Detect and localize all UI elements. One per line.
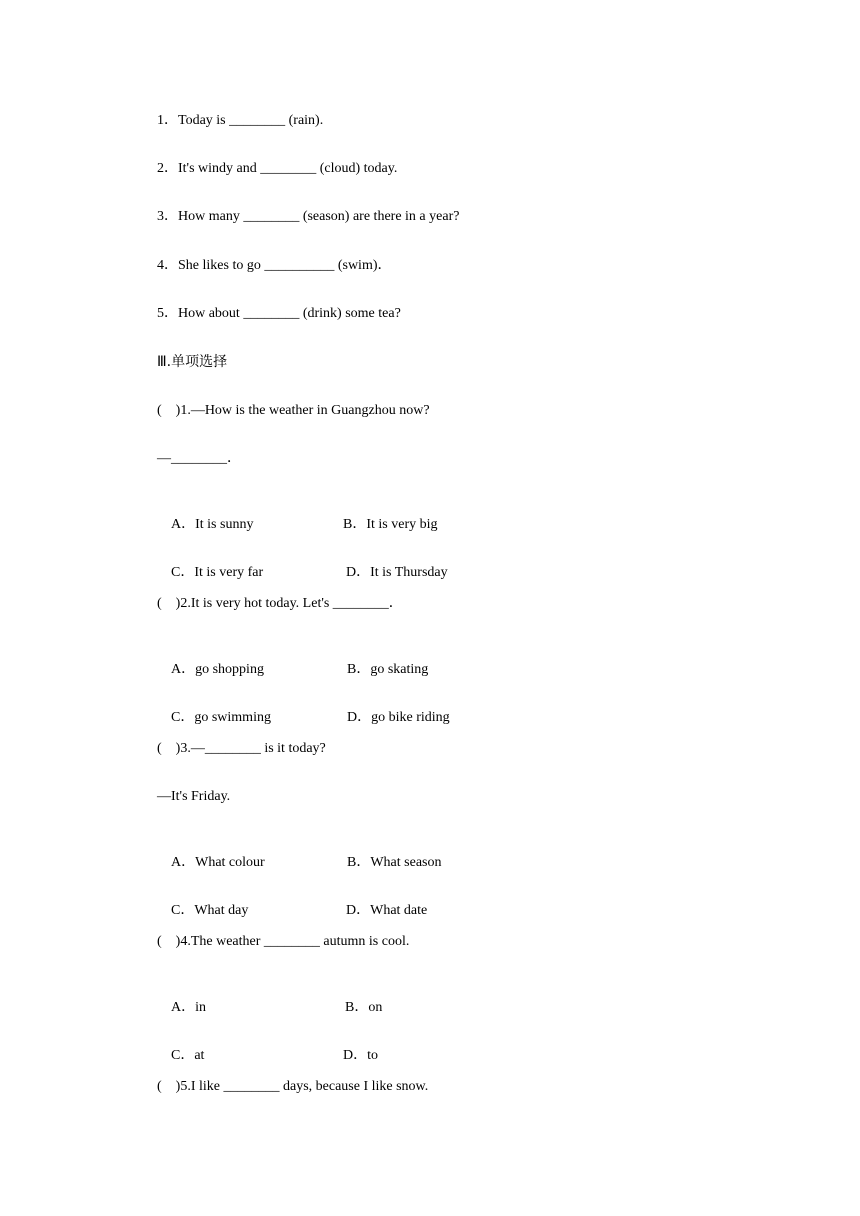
question-3-option-d: D．What date bbox=[346, 903, 428, 918]
question-4-option-c: C．at bbox=[171, 1048, 205, 1063]
question-3-option-a: A．What colour bbox=[171, 855, 265, 870]
question-4-option-b: B．on bbox=[345, 1000, 383, 1015]
question-5-stem: ( )5.I like ________ days, because I like snow. bbox=[157, 1079, 429, 1094]
question-3-options-row-1 bbox=[157, 836, 441, 890]
question-4-option-a: A．in bbox=[171, 1000, 206, 1015]
question-4-option-d: D．to bbox=[343, 1048, 378, 1063]
question-2-option-d: D．go bike riding bbox=[347, 710, 450, 725]
question-1-option-b: B．It is very big bbox=[343, 517, 438, 532]
question-1-answer-blank: —________． bbox=[157, 451, 241, 466]
question-2-stem: ( )2.It is very hot today. Let's ________． bbox=[157, 596, 403, 611]
question-3-options-row-2 bbox=[157, 884, 427, 938]
fill-in-item-3: 3．How many ________ (season) are there in a year? bbox=[157, 209, 460, 224]
question-2-option-b: B．go skating bbox=[347, 662, 429, 677]
question-4-options-row-1 bbox=[157, 981, 382, 1035]
fill-in-item-2: 2．It's windy and ________ (cloud) today. bbox=[157, 161, 398, 176]
question-1-option-a: A．It is sunny bbox=[171, 517, 254, 532]
question-2-options-row-1 bbox=[157, 643, 428, 697]
fill-in-item-5: 5．How about ________ (drink) some tea? bbox=[157, 306, 401, 321]
question-1-option-c: C．It is very far bbox=[171, 565, 264, 580]
question-3-option-b: B．What season bbox=[347, 855, 442, 870]
question-3-option-c: C．What day bbox=[171, 903, 249, 918]
question-1-stem: ( )1.—How is the weather in Guangzhou now? bbox=[157, 403, 430, 418]
question-2-options-row-2 bbox=[157, 691, 450, 745]
question-4-options-row-2 bbox=[157, 1029, 378, 1083]
question-2-option-a: A．go shopping bbox=[171, 662, 264, 677]
question-1-options-row-2 bbox=[157, 546, 448, 600]
question-1-option-d: D．It is Thursday bbox=[346, 565, 448, 580]
question-2-option-c: C．go swimming bbox=[171, 710, 271, 725]
fill-in-item-1: 1．Today is ________ (rain). bbox=[157, 113, 324, 128]
question-4-stem: ( )4.The weather ________ autumn is cool. bbox=[157, 934, 410, 949]
question-1-options-row-1 bbox=[157, 498, 438, 552]
fill-in-item-4: 4．She likes to go __________ (swim)． bbox=[157, 258, 392, 273]
question-3-stem: ( )3.—________ is it today? bbox=[157, 741, 326, 756]
section-heading: Ⅲ.单项选择 bbox=[157, 354, 228, 370]
question-3-answer: —It's Friday. bbox=[157, 789, 231, 804]
